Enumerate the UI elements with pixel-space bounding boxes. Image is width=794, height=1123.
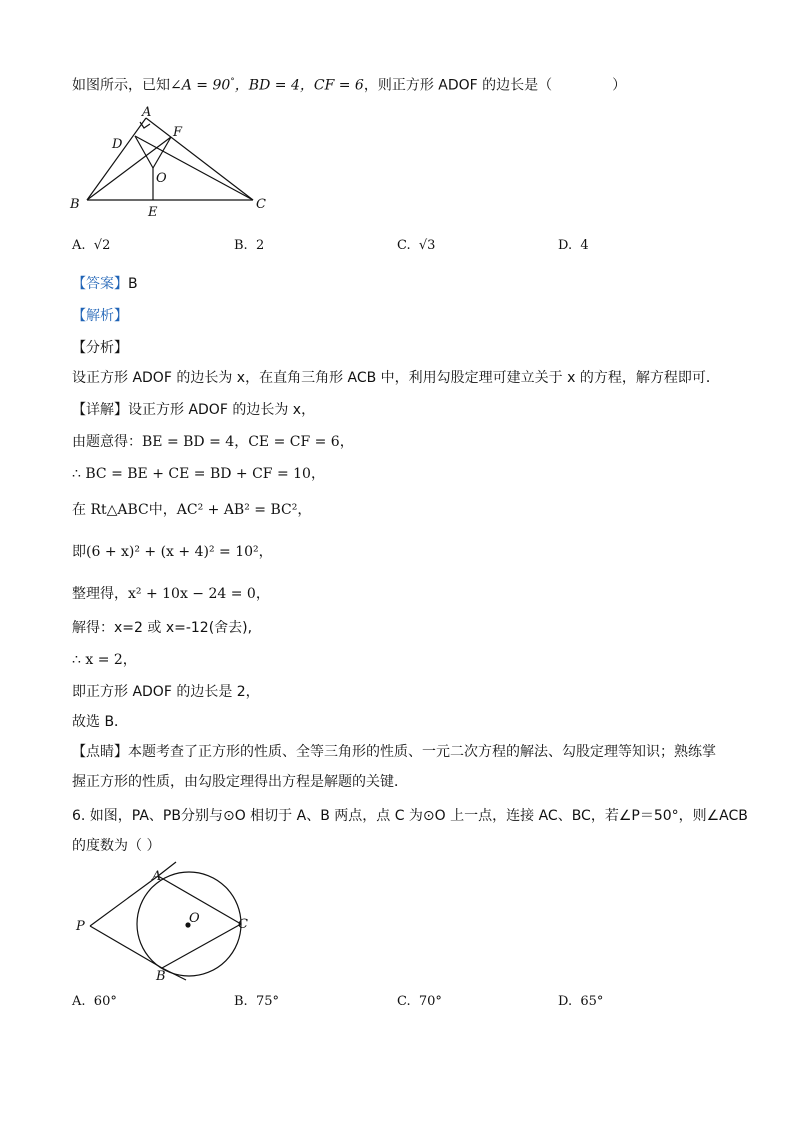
detail-line-10: 故选 B． [72,714,129,730]
label-o: O [189,911,200,926]
option-value: 60° [93,994,117,1009]
q5-cond-cf: ，CF = 6 [299,77,364,94]
q5-cond-a: ∠A = 90 [170,77,231,94]
label-a: A [152,869,162,884]
detail-line-2: 由题意得：BE = BD = 4，CE = CF = 6， [72,434,354,450]
fenxi-tag: 【分析】 [72,340,128,356]
tangent-pb-ext [162,968,186,980]
q6-stem-line-1: 6. 如图，PA、PB分别与⊙O 相切于 A、B 两点，点 C 为⊙O 上一点，连接 AC、BC，若∠P＝50°，则∠ACB [72,808,748,824]
detail-tag: 【详解】 [72,402,128,418]
side-ab [87,118,146,200]
dianjing-line-1 [72,742,716,762]
q5-stem-pre: 如图所示，已知 [72,77,170,94]
option-letter: D. [558,994,573,1009]
tangent-pb [90,926,162,968]
detail-line-7: 解得：x=2 或 x=-12(舍去), [72,620,253,636]
option-value: 2 [255,238,265,253]
q6-option-a[interactable] [72,994,117,1009]
q6-option-d[interactable] [558,994,603,1009]
label-d: D [112,137,123,152]
dianjing-line-2: 握正方形的性质，由勾股定理得出方程是解题的关键． [72,774,408,790]
label-e: E [148,205,158,220]
label-c: C [256,197,266,212]
label-b: B [156,969,166,984]
q5-option-b[interactable] [234,238,264,253]
q6-option-b[interactable] [234,994,279,1009]
detail-text: 设正方形 ADOF 的边长为 x， [128,402,316,418]
option-value: 65° [580,994,604,1009]
label-f: F [173,125,183,140]
analysis-tag: 【解析】 [72,308,128,324]
right-angle-mark [140,122,150,128]
dianjing-tag: 【点睛】 [72,744,128,760]
option-letter: A. [72,238,86,253]
line-fo [153,137,171,168]
option-value: √3 [418,238,436,253]
q5-figure [60,104,280,224]
line-bf [87,137,171,200]
q5-option-a[interactable] [72,238,110,253]
segment-bc [162,924,241,968]
q5-option-c[interactable] [397,238,435,253]
answer-line [72,274,138,294]
q5-stem-close: ） [612,77,627,94]
answer-tag: 【答案】 [72,276,128,292]
answer-value: B [128,276,138,292]
q6-option-c[interactable] [397,994,442,1009]
label-p: P [76,919,85,934]
side-ac [146,118,253,200]
label-o: O [156,171,167,186]
detail-line-6: 整理得，x² + 10x − 24 = 0， [72,586,270,602]
option-value: 75° [255,994,279,1009]
dianjing-text: 本题考查了正方形的性质、全等三角形的性质、一元二次方程的解法、勾股定理等知识；熟练掌 [128,744,716,760]
q6-figure [66,860,266,986]
q5-deg: ° [230,77,235,87]
option-letter: A. [72,994,86,1009]
option-letter: C. [397,994,411,1009]
q6-stem-line-2: 的度数为（ ） [72,838,161,854]
q5-cond-bd: ，BD = 4 [234,77,300,94]
label-b: B [70,197,80,212]
q5-option-d[interactable] [558,238,589,253]
q5-stem-post: ，则正方形 ADOF 的边长是（ [363,77,553,94]
option-value: 70° [418,994,442,1009]
detail-line-4: 在 Rt△ABC中，AC² + AB² = BC²， [72,502,312,518]
fenxi-text: 设正方形 ADOF 的边长为 x，在直角三角形 ACB 中，利用勾股定理可建立关于 x 的方程，解方程即可． [72,370,720,386]
option-letter: C. [397,238,411,253]
detail-line-9: 即正方形 ADOF 的边长是 2， [72,684,260,700]
detail-line-1 [72,400,315,420]
label-a: A [142,105,152,120]
detail-line-5: 即(6 + x)² + (x + 4)² = 10²， [72,544,273,560]
q5-stem [72,72,626,96]
option-letter: B. [234,994,248,1009]
option-letter: D. [558,238,573,253]
option-letter: B. [234,238,248,253]
option-value: √2 [93,238,111,253]
option-value: 4 [580,238,589,253]
detail-line-3: ∴ BC = BE + CE = BD + CF = 10， [72,466,325,482]
detail-line-8: ∴ x = 2， [72,652,137,668]
tangent-pa [90,876,158,926]
label-c: C [238,917,248,932]
